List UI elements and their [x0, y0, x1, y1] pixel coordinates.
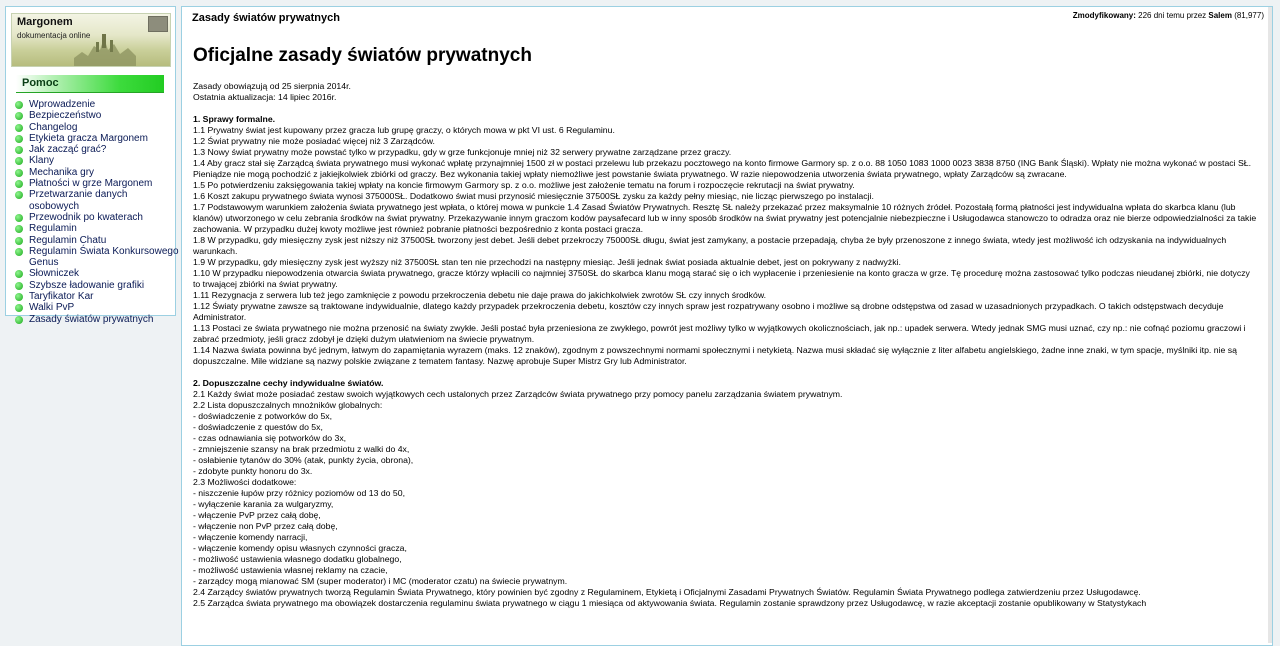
- sidebar-item-label: Słowniczek: [29, 268, 80, 280]
- sidebar-item-label: Regulamin Świata Konkursowego Genus: [29, 245, 179, 269]
- logo-title: Margonem: [17, 16, 73, 28]
- sidebar-item-label: Zasady światów prywatnych: [29, 313, 154, 325]
- page-name: Zasady światów prywatnych: [192, 12, 340, 24]
- sidebar: [5, 6, 179, 325]
- section-1-heading: 1. Sprawy formalne.: [193, 114, 276, 124]
- section-2-body: [193, 389, 1259, 609]
- bullet-icon: [15, 146, 23, 154]
- rule-line: - doświadczenie z potworków do 5x,: [193, 411, 333, 421]
- bullet-icon: [15, 225, 23, 233]
- modified-text: 226 dni temu przez: [1135, 11, 1209, 20]
- section-2-heading: 2. Dopuszczalne cechy indywidualne światów.: [193, 378, 384, 388]
- modified-label: Zmodyfikowany:: [1072, 11, 1136, 20]
- bullet-icon: [15, 157, 23, 165]
- bullet-icon: [15, 112, 23, 120]
- intro-line: Ostatnia aktualizacja: 14 lipiec 2016r.: [193, 92, 337, 102]
- logo[interactable]: [11, 13, 171, 67]
- sidebar-item[interactable]: [14, 122, 180, 133]
- sidebar-item[interactable]: [14, 235, 180, 246]
- sidebar-item-label: Przetwarzanie danych osobowych: [29, 189, 128, 212]
- bullet-icon: [15, 282, 23, 290]
- rule-line: - wyłączenie karania za wulgaryzmy,: [193, 499, 334, 509]
- rule-line: - włączenie non PvP przez całą dobę,: [193, 521, 338, 531]
- rule-line: 2.5 Zarządca świata prywatnego ma obowiązek dostarczenia regulaminu świata prywatnego w ciągu 1 miesiąca od aktywowania świata. Regulamin zostanie sprawdzony przez Usługodawcę, w razie akceptacji zostanie opublikowany w Statystykach: [193, 598, 1147, 608]
- rule-line: 2.4 Zarządcy światów prywatnych tworzą Regulamin Świata Prywatnego, który powinien być zgodny z Regulaminem, Etykietą i Oficjalnymi Zasadami Prywatnych Światów. Regulamin Świata Prywatnego podlega zatwierdzeniu przez Usługodawcę.: [193, 587, 1141, 597]
- sidebar-item[interactable]: [14, 133, 180, 144]
- main-panel: [181, 6, 1273, 646]
- rule-line: - zdobyte punkty honoru do 3x.: [193, 466, 313, 476]
- sidebar-item[interactable]: [14, 167, 180, 178]
- bullet-icon: [15, 248, 23, 256]
- sidebar-nav: [14, 99, 180, 325]
- rule-line: 1.4 Aby gracz stał się Zarządcą świata prywatnego musi wykonać wpłatę przynajmniej 1500 zł w postaci przelewu lub przekazu pocztowego na konto firmowe Garmory sp. z o.o. 88 1050 1083 1000 0023 3838 8750 (ING Bank Śląski). Wpłaty nie można wykonać w postaci SŁ. Pieniądze nie mogą pochodzić z jakiejkolwiek zbiórki od graczy. Bez wykonania takiej wpłaty niemożliwe jest powstanie świata prywatnego. W razie niepowodzenia utworzenia świata prywatnego, wpłaty Zarządców są zwracane.: [193, 158, 1252, 179]
- rule-line: 2.3 Możliwości dodatkowe:: [193, 477, 297, 487]
- bullet-icon: [15, 293, 23, 301]
- sidebar-item[interactable]: [14, 110, 180, 121]
- sidebar-item-label: Przewodnik po kwaterach: [29, 211, 143, 223]
- rule-line: 1.1 Prywatny świat jest kupowany przez gracza lub grupę graczy, o których mowa w pkt VI ust. 6 Regulaminu.: [193, 125, 615, 135]
- sidebar-item-label: Płatności w grze Margonem: [29, 178, 153, 190]
- sidebar-item[interactable]: [14, 155, 180, 166]
- section-1-body: [193, 125, 1259, 367]
- modified-score: (81,977): [1231, 11, 1264, 20]
- sidebar-item[interactable]: [14, 212, 180, 223]
- castle-icon: [74, 28, 136, 67]
- rule-line: - czas odnawiania się potworków do 3x,: [193, 433, 347, 443]
- article: [193, 45, 1259, 609]
- bullet-icon: [15, 237, 23, 245]
- rule-line: - doświadczenie z questów do 5x,: [193, 422, 323, 432]
- sidebar-item-label: Taryfikator Kar: [29, 291, 94, 303]
- bullet-icon: [15, 214, 23, 222]
- rule-line: 2.1 Każdy świat może posiadać zestaw swoich wyjątkowych cech ustalonych przez Zarządców świata prywatnego przy pomocy panelu zarządzania światem prywatnym.: [193, 389, 843, 399]
- sidebar-item-label: Changelog: [29, 121, 78, 133]
- modified-info: [1073, 11, 1264, 20]
- rule-line: 1.9 W przypadku, gdy miesięczny zysk jest wyższy niż 37500SŁ stan ten nie przechodzi na następny miesiąc. Jeśli jednak świat posiada aktualnie debet, jest on pokrywany z nadwyżki.: [193, 257, 901, 267]
- rule-line: 1.5 Po potwierdzeniu zaksięgowania takiej wpłaty na koncie firmowym Garmory sp. z o.o. możliwe jest założenie tematu na forum i rozpoczęcie rekrutacji na świat prywatny.: [193, 180, 855, 190]
- sidebar-item-label: Jak zacząć grać?: [29, 144, 107, 156]
- rule-line: 1.12 Światy prywatne zawsze są traktowane indywidualnie, dlatego każdy przypadek przekroczenia debetu, kosztów czy innych spraw jest rozpatrywany osobno i możliwe są drobne odstępstwa od zasad w uzasadnionych przypadkach. O takich odstępstwach decyduje Administrator.: [193, 301, 1224, 322]
- sidebar-item[interactable]: [14, 302, 180, 313]
- sidebar-item-label: Mechanika gry: [29, 166, 95, 178]
- sidebar-item-label: Etykieta gracza Margonem: [29, 132, 148, 144]
- modified-user[interactable]: Salem: [1208, 11, 1232, 20]
- rule-line: 1.3 Nowy świat prywatny może powstać tylko w przypadku, gdy w grze funkcjonuje mniej niż 32 serwery prywatne zarządzane przez graczy.: [193, 147, 732, 157]
- sidebar-item[interactable]: [14, 314, 180, 325]
- bullet-icon: [15, 191, 23, 199]
- sidebar-item[interactable]: [14, 223, 180, 234]
- sidebar-item-label: Walki PvP: [29, 302, 75, 314]
- rule-line: - zarządcy mogą mianować SM (super moderator) i MC (moderator czatu) na świecie prywatnym.: [193, 576, 568, 586]
- sidebar-header: Pomoc: [16, 75, 164, 93]
- sidebar-item-label: Klany: [29, 155, 55, 167]
- sidebar-item-label: Bezpieczeństwo: [29, 110, 102, 122]
- rule-line: - możliwość ustawienia własnej reklamy na czacie,: [193, 565, 388, 575]
- sidebar-item[interactable]: [14, 291, 180, 302]
- intro-line: Zasady obowiązują od 25 sierpnia 2014r.: [193, 81, 351, 91]
- logo-corner-icon: [148, 16, 168, 32]
- bullet-icon: [15, 180, 23, 188]
- sidebar-item-label: Szybsze ładowanie grafiki: [29, 279, 145, 291]
- sidebar-item[interactable]: [14, 268, 180, 279]
- rule-line: - zmniejszenie szansy na brak przedmiotu z walki do 4x,: [193, 444, 410, 454]
- rule-line: 1.13 Postaci ze świata prywatnego nie można przenosić na światy zwykłe. Jeśli postać była przeniesiona ze zwykłego, powrót jest możliwy tylko w wyjątkowych okolicznościach, jak np.: upadek serwera. Wtedy jednak SMG musi uznać, czy np.: nie cofnąć poziomu graczowi i zabrać przedmioty, jeśli gracz zdobył je dzięki dużym ułatwieniom na świecie prywatnym.: [193, 323, 1246, 344]
- sidebar-item-label: Regulamin: [29, 223, 77, 235]
- rule-line: 1.8 W przypadku, gdy miesięczny zysk jest niższy niż 37500SŁ tworzony jest debet. Jeśli debet przekroczy 75000SŁ długu, świat jest zamykany, a postacie przepadają, chyba że były przenoszone z innego świata, wtedy jest możliwość ich odzyskania na indywidualnych warunkach.: [193, 235, 1227, 256]
- bullet-icon: [15, 124, 23, 132]
- rule-line: 1.6 Koszt zakupu prywatnego świata wynosi 375000SŁ. Dodatkowo świat musi przynosić miesięcznie 37500SŁ zysku za każdy pełny miesiąc, nie licząc pierwszego po instalacji.: [193, 191, 874, 201]
- rule-line: - osłabienie tytanów do 30% (atak, punkty życia, obrona),: [193, 455, 414, 465]
- bullet-icon: [15, 270, 23, 278]
- sidebar-item-label: Regulamin Chatu: [29, 234, 107, 246]
- rule-line: 1.2 Świat prywatny nie może posiadać więcej niż 3 Zarządców.: [193, 136, 435, 146]
- logo-subtitle: dokumentacja online: [17, 31, 91, 40]
- rule-line: - włączenie PvP przez całą dobę,: [193, 510, 321, 520]
- bullet-icon: [15, 304, 23, 312]
- sidebar-item[interactable]: [14, 99, 180, 110]
- bullet-icon: [15, 316, 23, 324]
- rule-line: - włączenie komendy opisu własnych czynności gracza,: [193, 543, 407, 553]
- scrollbar[interactable]: [1268, 7, 1272, 643]
- rule-line: 2.2 Lista dopuszczalnych mnożników globalnych:: [193, 400, 383, 410]
- rule-line: - włączenie komendy narracji,: [193, 532, 308, 542]
- rule-line: 1.11 Rezygnacja z serwera lub też jego zamknięcie z powodu przekroczenia debetu nie daje prawa do jakichkolwiek zwrotów SŁ czy innych środków.: [193, 290, 767, 300]
- rule-line: 1.14 Nazwa świata powinna być jednym, łatwym do zapamiętania wyrazem (maks. 12 znaków), zgodnym z powszechnymi normami społecznymi i netykietą. Nazwa musi składać się wyłącznie z liter alfabetu angielskiego, żadne inne znaki, w tym spacje, myślniki itp. nie są dopuszczalne. Mile widziane są nazwy polskie związane z tematem fantasy. Nazwę aprobuje Super Mistrz Gry lub Administrator.: [193, 345, 1237, 366]
- bullet-icon: [15, 101, 23, 109]
- sidebar-item[interactable]: [14, 144, 180, 155]
- sidebar-item[interactable]: [14, 280, 180, 291]
- rule-line: 1.10 W przypadku niepowodzenia otwarcia świata prywatnego, gracze którzy wpłacili co najmniej 3750SŁ do skarbca klanu mogą starać się o ich wypłacenie i przeniesienie na konto gracza w grze. Tę procedurę można zastosować tylko podczas nieudanej zbiórki, nie dotyczy to trwającej zbiórki na świat prywatny.: [193, 268, 1250, 289]
- bullet-icon: [15, 169, 23, 177]
- sidebar-item-label: Wprowadzenie: [29, 99, 96, 110]
- top-bar: [182, 7, 1272, 27]
- page-title: Oficjalne zasady światów prywatnych: [193, 45, 532, 66]
- sidebar-item[interactable]: [14, 189, 180, 212]
- sidebar-item[interactable]: [14, 246, 180, 269]
- rule-line: 1.7 Podstawowym warunkiem założenia świata prywatnego jest wpłata, o której mowa w punkcie 1.4 Zasad Światów Prywatnych. Resztę SŁ należy przekazać przez maksymalnie 10 różnych źródeł. Pozostałą formą płatności jest indywidualna wpłata do skarbca klanu (lub klanów) utworzonego w celu zebrania środków na świat prywatny. Przekazywanie innym graczom kodów paysafecard lub w inny sposób środków na świat prywatny jest potencjalnie niebezpieczne i Usługodawca stanowczo to odradza oraz nie bierze odpowiedzialności za takie zachowania. W przypadku dużej kwoty możliwe jest również pobranie płatności bezpośrednio z konta postaci gracza.: [193, 202, 1257, 234]
- rule-line: - możliwość ustawienia własnego dodatku globalnego,: [193, 554, 402, 564]
- rule-line: - niszczenie łupów przy różnicy poziomów od 13 do 50,: [193, 488, 405, 498]
- sidebar-item[interactable]: [14, 178, 180, 189]
- bullet-icon: [15, 135, 23, 143]
